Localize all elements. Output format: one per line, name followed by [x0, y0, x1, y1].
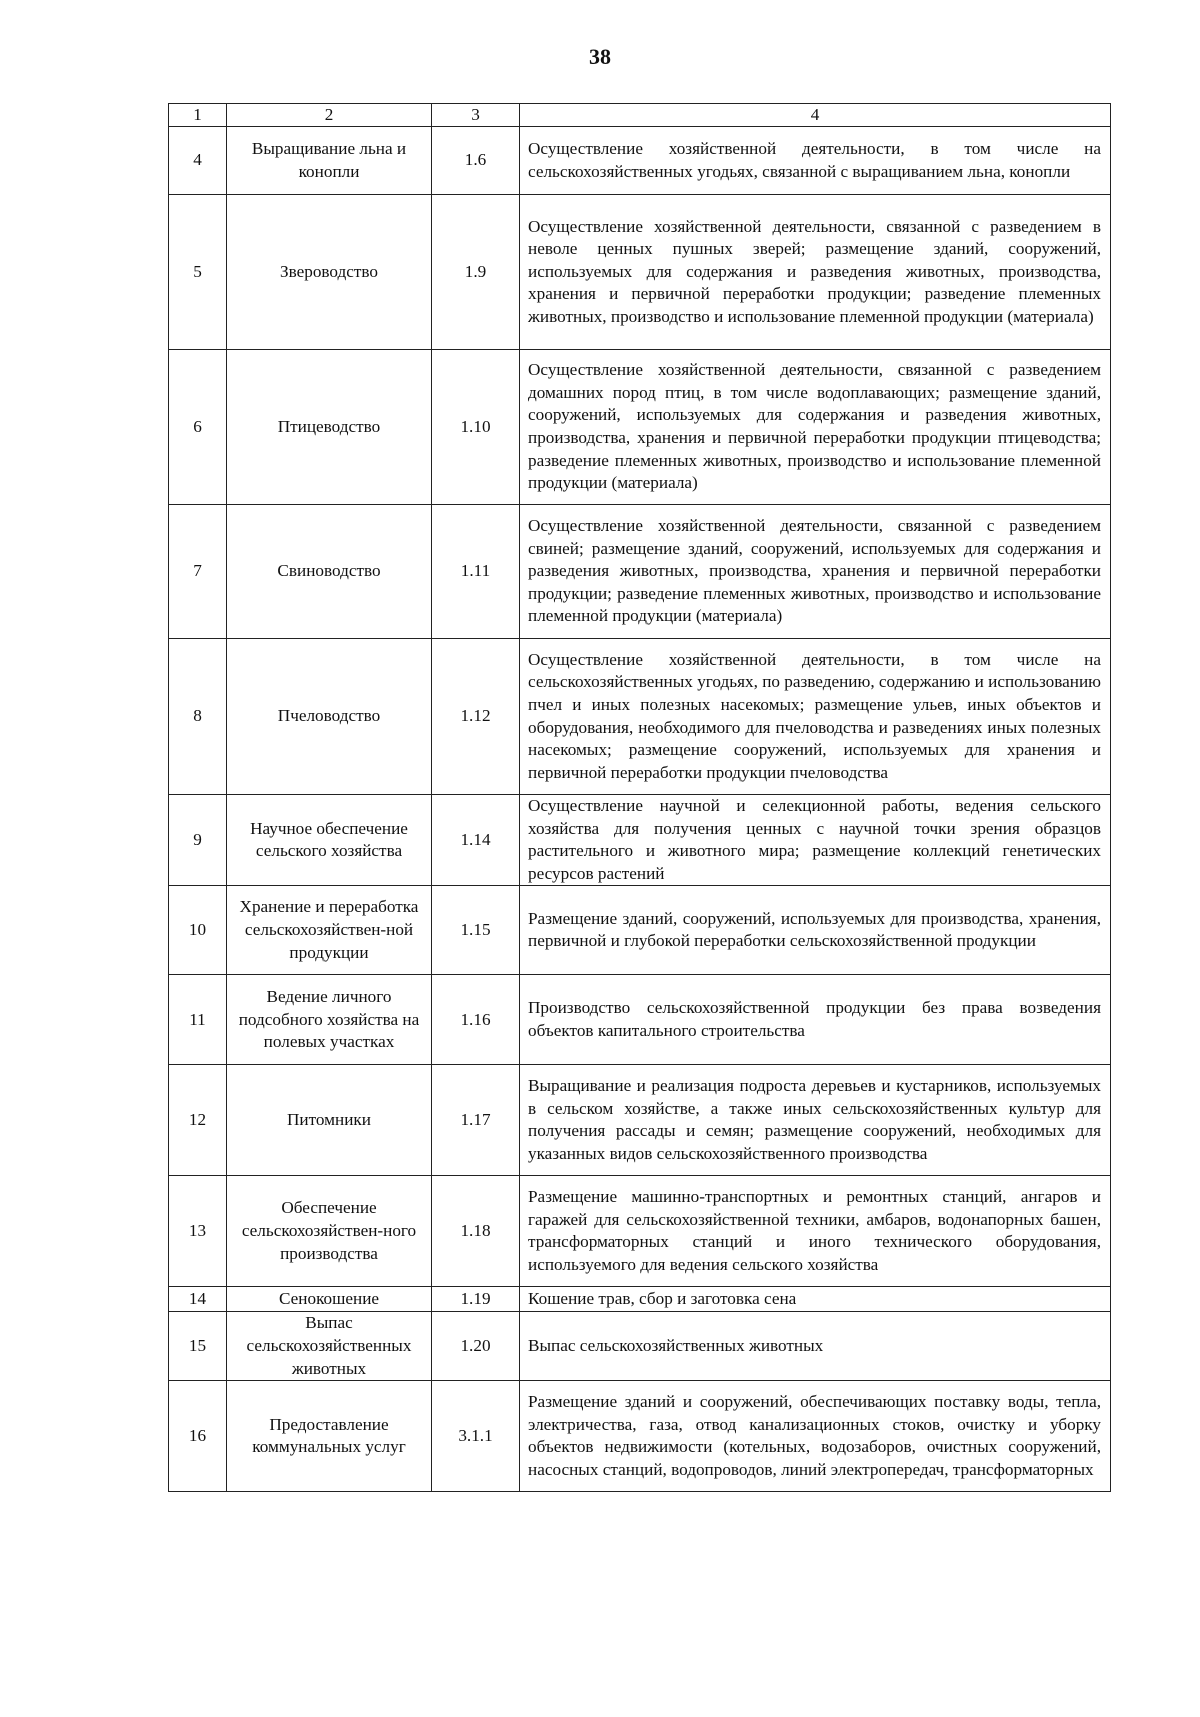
land-use-name-cell: Ведение личного подсобного хозяйства на полевых участках [227, 975, 432, 1065]
land-use-description-cell: Осуществление хозяйственной деятельности, в том числе на сельскохозяйственных угодьях, по разведению, содержанию и использованию пчел и иных полезных насекомых; размещение ульев, иных объектов и оборудования, необходимого для пчеловодства и разведениях иных полезных насекомых; размещение сооружений, используемых для хранения и первичной переработки продукции пчеловодства [520, 639, 1111, 795]
column-header: 3 [432, 104, 520, 127]
row-number-cell: 8 [169, 639, 227, 795]
land-use-code-cell: 1.18 [432, 1176, 520, 1287]
row-number-cell: 13 [169, 1176, 227, 1287]
column-header: 2 [227, 104, 432, 127]
land-use-code-cell: 1.6 [432, 127, 520, 195]
land-use-name-cell: Сенокошение [227, 1287, 432, 1312]
land-use-code-cell: 1.19 [432, 1287, 520, 1312]
row-number-cell: 7 [169, 505, 227, 639]
table-row [169, 505, 1111, 639]
table-row [169, 886, 1111, 975]
row-number-cell: 4 [169, 127, 227, 195]
land-use-code-cell: 1.20 [432, 1312, 520, 1381]
table-row [169, 975, 1111, 1065]
table-row [169, 1176, 1111, 1287]
land-use-name-cell: Научное обеспечение сельского хозяйства [227, 795, 432, 886]
land-use-description-cell: Производство сельскохозяйственной продукции без права возведения объектов капитального строительства [520, 975, 1111, 1065]
row-number-cell: 11 [169, 975, 227, 1065]
land-use-description-cell: Осуществление хозяйственной деятельности, в том числе на сельскохозяйственных угодьях, связанной с выращиванием льна, конопли [520, 127, 1111, 195]
table-row [169, 795, 1111, 886]
land-use-code-cell: 1.14 [432, 795, 520, 886]
table-row [169, 350, 1111, 505]
land-use-description-cell: Осуществление научной и селекционной работы, ведения сельского хозяйства для получения ценных с научной точки зрения образцов растительного и животного мира; размещение коллекций генетических ресурсов растений [520, 795, 1111, 886]
land-use-description-cell: Размещение зданий и сооружений, обеспечивающих поставку воды, тепла, электричества, газа, отвод канализационных стоков, очистку и уборку объектов недвижимости (котельных, водозаборов, очистных сооружений, насосных станций, водопроводов, линий электропередач, трансформаторных [520, 1381, 1111, 1492]
column-header: 1 [169, 104, 227, 127]
table-row [169, 127, 1111, 195]
row-number-cell: 5 [169, 195, 227, 350]
row-number-cell: 12 [169, 1065, 227, 1176]
land-use-name-cell: Предоставление коммунальных услуг [227, 1381, 432, 1492]
land-use-code-cell: 1.11 [432, 505, 520, 639]
row-number-cell: 9 [169, 795, 227, 886]
table-row [169, 195, 1111, 350]
land-use-code-cell: 1.9 [432, 195, 520, 350]
land-use-name-cell: Питомники [227, 1065, 432, 1176]
table-row [169, 1065, 1111, 1176]
table-row [169, 639, 1111, 795]
row-number-cell: 15 [169, 1312, 227, 1381]
land-use-description-cell: Размещение зданий, сооружений, используемых для производства, хранения, первичной и глубокой переработки сельскохозяйственной продукции [520, 886, 1111, 975]
row-number-cell: 6 [169, 350, 227, 505]
row-number-cell: 14 [169, 1287, 227, 1312]
row-number-cell: 16 [169, 1381, 227, 1492]
land-use-name-cell: Хранение и переработка сельскохозяйствен-ной продукции [227, 886, 432, 975]
table-row [169, 1381, 1111, 1492]
row-number-cell: 10 [169, 886, 227, 975]
land-use-code-cell: 1.16 [432, 975, 520, 1065]
page-number: 38 [589, 44, 611, 69]
land-use-name-cell: Свиноводство [227, 505, 432, 639]
column-header: 4 [520, 104, 1111, 127]
land-use-name-cell: Птицеводство [227, 350, 432, 505]
table-row [169, 1287, 1111, 1312]
land-use-name-cell: Звероводство [227, 195, 432, 350]
land-use-name-cell: Пчеловодство [227, 639, 432, 795]
land-use-description-cell: Выпас сельскохозяйственных животных [520, 1312, 1111, 1381]
land-use-description-cell: Осуществление хозяйственной деятельности, связанной с разведением в неволе ценных пушных зверей; размещение зданий, сооружений, используемых для содержания и разведения животных, производства, хранения и первичной переработки продукции; разведение племенных животных, производство и использование племенной продукции (материала) [520, 195, 1111, 350]
land-use-description-cell: Осуществление хозяйственной деятельности, связанной с разведением домашних пород птиц, в том числе водоплавающих; размещение зданий, сооружений, используемых для содержания и разведения животных, производства, хранения и первичной переработки продукции птицеводства; разведение племенных животных, производство и использование племенной продукции (материала) [520, 350, 1111, 505]
land-use-description-cell: Осуществление хозяйственной деятельности, связанной с разведением свиней; размещение зданий, сооружений, используемых для содержания и разведения животных, производства, хранения и первичной переработки продукции; разведение племенных животных, производство и использование племенной продукции (материала) [520, 505, 1111, 639]
land-use-code-cell: 1.10 [432, 350, 520, 505]
land-use-code-cell: 3.1.1 [432, 1381, 520, 1492]
land-use-name-cell: Обеспечение сельскохозяйствен-ного производства [227, 1176, 432, 1287]
table-header-row [169, 104, 1111, 127]
land-use-description-cell: Выращивание и реализация подроста деревьев и кустарников, используемых в сельском хозяйстве, а также иных сельскохозяйственных культур для получения рассады и семян; размещение сооружений, необходимых для указанных видов сельскохозяйственного производства [520, 1065, 1111, 1176]
land-use-code-cell: 1.12 [432, 639, 520, 795]
land-use-code-cell: 1.15 [432, 886, 520, 975]
land-use-description-cell: Размещение машинно-транспортных и ремонтных станций, ангаров и гаражей для сельскохозяйственной техники, амбаров, водонапорных башен, трансформаторных станций и иного технического оборудования, используемого для ведения сельского хозяйства [520, 1176, 1111, 1287]
land-use-name-cell: Выращивание льна и конопли [227, 127, 432, 195]
land-use-description-cell: Кошение трав, сбор и заготовка сена [520, 1287, 1111, 1312]
land-use-code-cell: 1.17 [432, 1065, 520, 1176]
land-use-name-cell: Выпас сельскохозяйственных животных [227, 1312, 432, 1381]
table-row [169, 1312, 1111, 1381]
land-use-table [168, 103, 1111, 1492]
